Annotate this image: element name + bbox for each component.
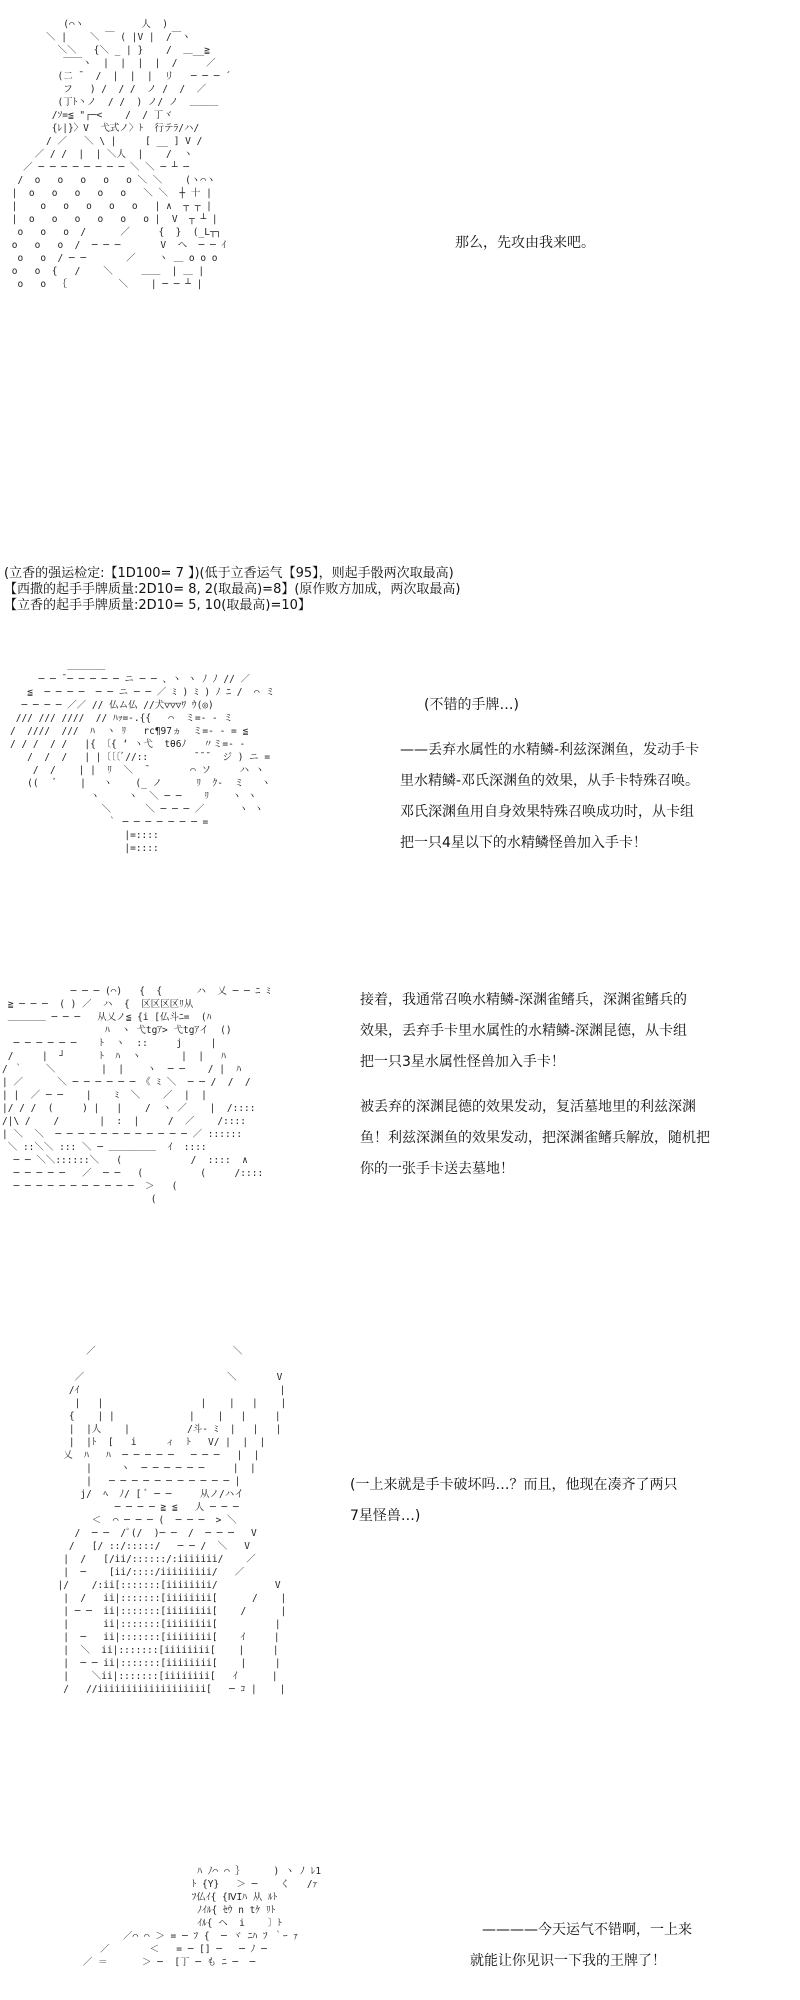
- panel-1: [0, 0, 800, 440]
- ascii-art-character-5: ﾊ ﾉ⌒ ⌒ ｝ ) ヽ ﾉ ﾚ1 ﾄ {Y} ＞ ─ く /ｧ ﾌ仏ｲ{ {ⅣIﾊ 从 ﾙﾄ ﾉｲﾙ{ ｾｳ n tｹ ﾘﾄ ｲﾙ{ ヘ i 〕ﾄ ／⌒ ⌒ ＞ = ─ ﾌ { ─ ヾ ﾆﾊ ﾌ ｀ｰ ｧ ／ ＜ = ─ [] ─ ─ ﾉ ─ ／ ＝ ＞ ─ [丁 ─ も ﾆ ─ ─: [82, 1866, 322, 1968]
- ascii-art-character-4: ／ ＼ ／ ＼ V /ｲ | | | | | | | { | | | | | | | |人 | /斗‐ ﾐ | | | | |ﾄ [ i ィ ﾄ V/ | | | 乂 ﾊ ﾊ ─ ─ ─ ─ ─ ─ ─ ─ | | | ヽ ─ ─ ─ ─ ─ ─ | | | ─ ─ ─ ─ ─ ─ ─ ─ ─ ─ ─ | j/ ﾍ ﾉ/ [ ﾞ ─ ─ 从ノ/ハイ ─ ─ ─ ─ ≧ ≦ 人 ─ ─ ─ ＜ ⌒ ─ ─ ─ ( ─ ─ ─ > ＼ / ─ ─ /ﾟ(/ )─ ─ / ─ ─ ─ V / [/ ::/:::::/ ─ ─ / ＼ V | / [/ii/::::::/:iiiiiii/ ／ | ─ [ii/::::/iiiiiiiii/ ／ |/ /:ii[:::::::[iiiiiiii/ V | / ii|:::::::[iiiiiiii[ / | | ─ ─ ii|:::::::[iiiiiiii[ / | | ii|:::::::[iiiiiiii[ | | ─ ii|:::::::[iiiiiiii[ ｲ | | ＼ ii|:::::::[iiiiiiii[ | | | ─ ─ ii|:::::::[iiiiiiii[ | | | ＼ii|:::::::[iiiiiiii[ ｲ | / //iiiiiiiiiiiiiiiiiii[ ─ ｺ | |: [57, 1346, 287, 1695]
- dialogue-line: 把一只4星以下的水精鳞怪兽加入手卡！: [400, 835, 647, 851]
- ascii-art-character-2: ＿＿＿＿ ─ ─ ̄ ─ ─ ─ ─ ─ ニ ─ ─ 、ヽ ヽ ﾉ ﾉ // ／ ≦ ─ ─ ─ ─ ─ ─ ニ ─ ─ ／ ﾐ ) ﾐ ) ﾉ ﾆ / ⌒ ミ ─ ─ ─ ─ ／／ // 仏ム仏 //犬▽▽▽ﾜ ｳ(◎) /// /// //// // ﾊｯ=-.{{ ⌒ ミ=- - ミ / //// /// ﾊ ヽ ﾘ rc¶97ヵ ミ=- - = ≦ / / / / / |{ 〔{ ‘ ヽ弋 tθ6ﾉ 〃ミ=- - / / / | |〔〔〔ﾞ//:: ̄ ̄ ̄ ジ ) ニ = / / | | ﾘ ＼ ̄ ⌒ ソ ハ ヽ (( ﾞ | ヽ (_ ノ ﾘ ｸ- ミ ヽ ヽ ヽ ＼ ─ ─ ﾘ ヽ ヽ ＼ ＼ ─ ─ ─ ／ ヽ ヽ ｀ ─ ─ ─ ─ ─ ─ ─ = |=:::: |=::::: [10, 661, 275, 854]
- panel-3: [0, 985, 800, 1315]
- ascii-art-character-3: ─ ─ ─ (⌒) { { ハ 乂 ─ ─ ﾆ ﾐ ≧ ─ ─ ─ ( ) ／ ハ { 区区区区ﾘ从 ＿＿＿＿ ─ ─ ─ 从乂ノ≦ {i [仏斗ﾆ= (ﾊ ﾊ ヽ 弋tgｱ> 弋tgｱイ () ─ ─ ─ ─ ─ ─ ﾄ ヽ :: j | / | ┘ ﾄ ﾊ ヽ | | ﾊ / ｀ ＼ | | ヽ ─ ─ / | ﾊ | ／ ＼ ─ ─ ─ ─ ─ ─ 《 ﾐ ＼ ─ ─ / / / | | ／ ─ ─ | ﾐ ＼ ／ | | |/ / / ( ) | | / ヽ ／ | /:::: /|\ / / | : | / ／ /:::: | ＼ ＼ ─ ─ ─ ─ ─ ─ ─ ─ ─ ─ ─ ─ ／ :::::: ＼ ::＼＼ ::: ＼ ─ ＿＿＿＿＿ ｲ :::: ─ ─ ＼＼::::::＼ ( / :::: ∧ ─ ─ ─ ─ ─ ／ ─ ─ ( ( /:::: ─ ─ ─ ─ ─ ─ ─ ─ ─ ─ ─ ＞ ( (: [2, 986, 271, 1205]
- panel-2: [0, 650, 800, 950]
- panel-5: [0, 1865, 800, 2000]
- dice-roll-line: (立香的强运检定:【1D100= 7 】)(低于立香运气【95】，则起手骰两次取最高): [4, 566, 454, 581]
- dialogue-line: 就能让你见识一下我的王牌了！: [470, 1953, 666, 1969]
- dialogue-line: 效果，丢弃手卡里水属性的水精鳞-深渊昆德，从卡组: [360, 1023, 688, 1039]
- dialogue-line: 被丢弃的深渊昆德的效果发动，复活墓地里的利兹深渊: [360, 1099, 696, 1115]
- dialogue-2: [400, 690, 699, 859]
- dice-roll-line: 【立香的起手手牌质量:2D10= 5, 10(取最高)=10】: [4, 598, 311, 613]
- dialogue-line: 把一只3星水属性怪兽加入手卡！: [360, 1054, 565, 1070]
- dialogue-4: [350, 1470, 677, 1532]
- dialogue-line: 你的一张手卡送去墓地！: [360, 1161, 514, 1177]
- dialogue-line: ——丢弃水属性的水精鳞-利兹深渊鱼，发动手卡: [400, 742, 700, 758]
- dialogue-1: [455, 228, 595, 259]
- panel-4: [0, 1340, 800, 1810]
- dialogue-line: 那么，先攻由我来吧。: [455, 235, 595, 251]
- dialogue-line: 接着，我通常召唤水精鳞-深渊雀鳍兵，深渊雀鳍兵的: [360, 992, 688, 1008]
- dialogue-line: 7星怪兽…): [350, 1508, 421, 1524]
- dice-roll-line: 【西撒的起手手牌质量:2D10= 8, 2(取最高)=8】(原作败方加成，两次取最高): [4, 582, 461, 597]
- ascii-art-character-1: (⌒ヽ 人 ) ＼ | ＼ ￣ ( |V | /￣ヽ ＼＼ {＼ _ | } / ＿__≧ ￣￣ヽ | | | | / ／ (二 ̄ / | | | リ ─ ─ ─ ´ フ ) / / / ノ / / ／ (丁ﾄ丶ノ / / ) ノ/ ノ ＿＿＿ /ｿ=≦ "┌─< / / 丁ヾ {ﾚ|}〉V 弋式ノ〉ﾄ 行テﾗ/ハ/ / ／ ＼ \ | [ __ ] V / ／ / / | | ＼人 | / ヽ ／ ─ ─ ─ ─ ─ ─ ─ ─ ＼ ＼ ─ ┴ ─ / o o o o o ＼ ＼ (ヽ⌒ヽ | o o o o o ＼ ＼ ┼ 十 | | o o o o o | ∧ ┬ ┬ | | o o o o o o | V ┬ ┴ | o o o / ／ { } (_L┬┐ o o o / ─ ─ ─ V ヘ ─ ─ ｲ o o / ─ ─ ／ ヽ ＿ o o o o o { / ＼ ＿＿ | ＿ | o o ｛ ＼ | ─ ─ ┴ |: [11, 19, 231, 290]
- dice-rolls: [4, 566, 461, 614]
- dialogue-line: 鱼！利兹深渊鱼的效果发动，把深渊雀鳍兵解放，随机把: [360, 1130, 710, 1146]
- dialogue-line: ————今天运气不错啊，一上来: [482, 1922, 692, 1938]
- dialogue-line: (一上来就是手卡破坏吗…？而且，他现在凑齐了两只: [350, 1477, 678, 1493]
- dialogue-5: [470, 1915, 692, 1977]
- dialogue-line: 邓氏深渊鱼用自身效果特殊召唤成功时，从卡组: [400, 804, 694, 820]
- dialogue-line: (不错的手牌…): [424, 697, 519, 713]
- dialogue-3: [360, 985, 710, 1185]
- dialogue-line: 里水精鳞-邓氏深渊鱼的效果，从手卡特殊召唤。: [400, 773, 700, 789]
